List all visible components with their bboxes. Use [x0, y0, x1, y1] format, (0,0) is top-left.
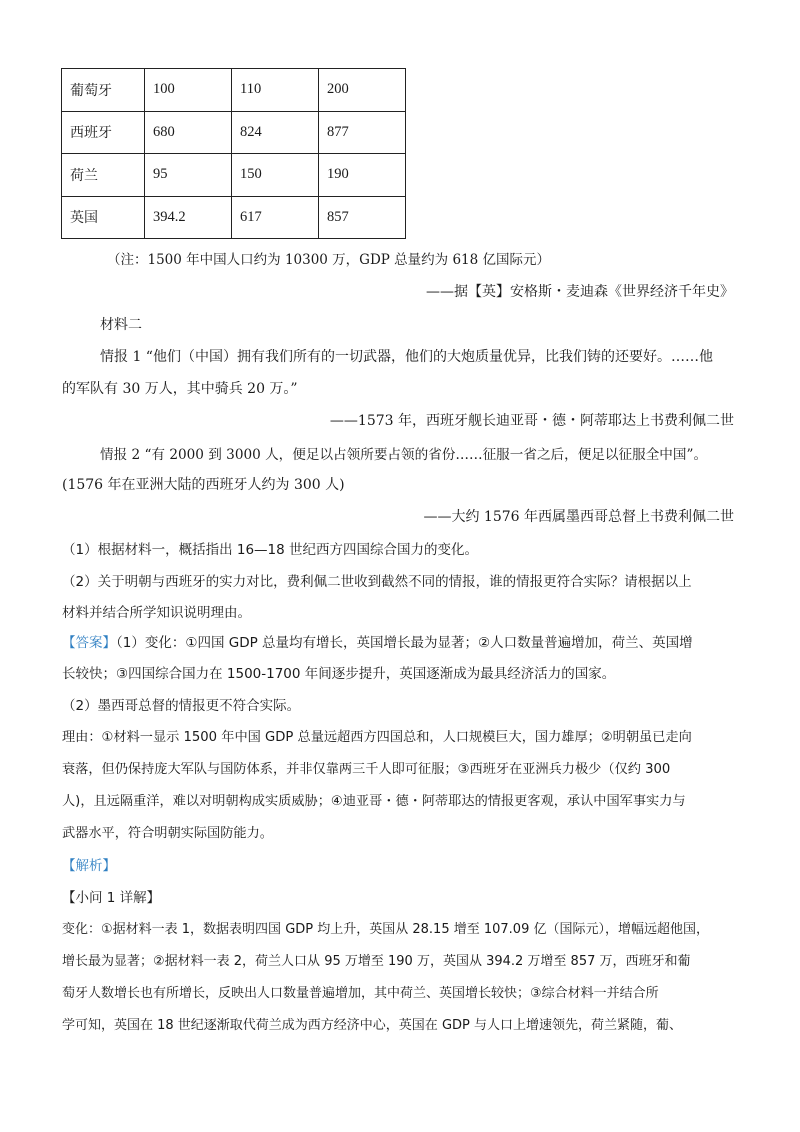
table-row: [62, 154, 406, 197]
population-table: [61, 68, 406, 239]
table-cell-country: 西班牙: [62, 111, 145, 154]
intel-1-line-2: 的军队有 30 万人，其中骑兵 20 万。”: [62, 381, 298, 397]
intel-2-line-2: (1576 年在亚洲大陆的西班牙人约为 300 人): [62, 477, 345, 493]
table-cell-value: 394.2: [145, 196, 232, 239]
table-cell-country: 荷兰: [62, 154, 145, 197]
table-cell-country: 英国: [62, 196, 145, 239]
detail-line-4: 学可知，英国在 18 世纪逐渐取代荷兰成为西方经济中心，英国在 GDP 与人口上增速领先，荷兰紧随，葡、: [62, 1018, 682, 1033]
answer-tag: 【答案】: [62, 635, 116, 651]
answer-2-line: （2）墨西哥总督的情报更不符合实际。: [62, 698, 301, 714]
table-cell-country: 葡萄牙: [62, 69, 145, 112]
table-cell-value: 824: [232, 111, 319, 154]
table-cell-value: 95: [145, 154, 232, 197]
answer-text-1: （1）变化：①四国 GDP 总量均有增长，英国增长最为显著；②人口数量普遍增加，荷兰、英国增: [116, 635, 693, 651]
question-2-line-1: （2）关于明朝与西班牙的实力对比，费利佩二世收到截然不同的情报，谁的情报更符合实际？请根据以上: [62, 574, 692, 590]
intel-1-line-1: 情报 1 “他们（中国）拥有我们所有的一切武器，他们的大炮质量优异，比我们铸的还要好。……他: [100, 349, 713, 365]
reason-line-2: 衰落，但仍保持庞大军队与国防体系，并非仅靠两三千人即可征服；③西班牙在亚洲兵力极少（仅约 300: [62, 762, 671, 777]
table-cell-value: 877: [319, 111, 406, 154]
table-cell-value: 200: [319, 69, 406, 112]
table-cell-value: 680: [145, 111, 232, 154]
sub-question-tag: 【小问 1 详解】: [62, 890, 161, 906]
table-cell-value: 857: [319, 196, 406, 239]
answer-line-2: 长较快；③四国综合国力在 1500-1700 年间逐步提升，英国逐渐成为最具经济活力的国家。: [62, 666, 616, 682]
detail-line-3: 萄牙人数增长也有所增长，反映出人口数量普遍增加，其中荷兰、英国增长较快；③综合材料一并结合所: [62, 986, 659, 1001]
intel-1-source: ——1573 年，西班牙舰长迪亚哥・德・阿蒂耶达上书费利佩二世: [329, 413, 734, 429]
table-row: [62, 111, 406, 154]
reason-line-3: 人)，且远隔重洋，难以对明朝构成实质威胁；④迪亚哥・德・阿蒂耶达的情报更客观，承认中国军事实力与: [62, 794, 686, 809]
intel-2-source: ——大约 1576 年西属墨西哥总督上书费利佩二世: [423, 509, 734, 525]
analysis-tag: 【解析】: [62, 858, 116, 874]
reason-line-4: 武器水平，符合明朝实际国防能力。: [62, 826, 273, 841]
answer-line-1: [62, 631, 693, 651]
detail-line-2: 增长最为显著；②据材料一表 2，荷兰人口从 95 万增至 190 万，英国从 394.2 万增至 857 万，西班牙和葡: [62, 954, 691, 969]
table-cell-value: 100: [145, 69, 232, 112]
source-citation-1: ——据【英】安格斯・麦迪森《世界经济千年史》: [426, 284, 734, 300]
question-2-line-2: 材料并结合所学知识说明理由。: [62, 605, 251, 621]
table-row: [62, 196, 406, 239]
table-cell-value: 190: [319, 154, 406, 197]
reason-line-1: 理由：①材料一显示 1500 年中国 GDP 总量远超西方四国总和，人口规模巨大，国力雄厚；②明朝虽已走向: [62, 730, 692, 745]
table-row: [62, 69, 406, 112]
intel-2-line-1: 情报 2 “有 2000 到 3000 人，便足以占领所要占领的省份……征服一省之后，便足以征服全中国”。: [100, 447, 708, 463]
table-cell-value: 150: [232, 154, 319, 197]
table-cell-value: 617: [232, 196, 319, 239]
detail-line-1: 变化：①据材料一表 1，数据表明四国 GDP 均上升，英国从 28.15 增至 107.09 亿（国际元），增幅远超他国，: [62, 922, 709, 937]
table-note: （注：1500 年中国人口约为 10300 万，GDP 总量约为 618 亿国际元）: [107, 252, 551, 268]
material-2-heading: 材料二: [100, 317, 142, 333]
table-cell-value: 110: [232, 69, 319, 112]
question-1: （1）根据材料一，概括指出 16—18 世纪西方四国综合国力的变化。: [62, 542, 479, 558]
